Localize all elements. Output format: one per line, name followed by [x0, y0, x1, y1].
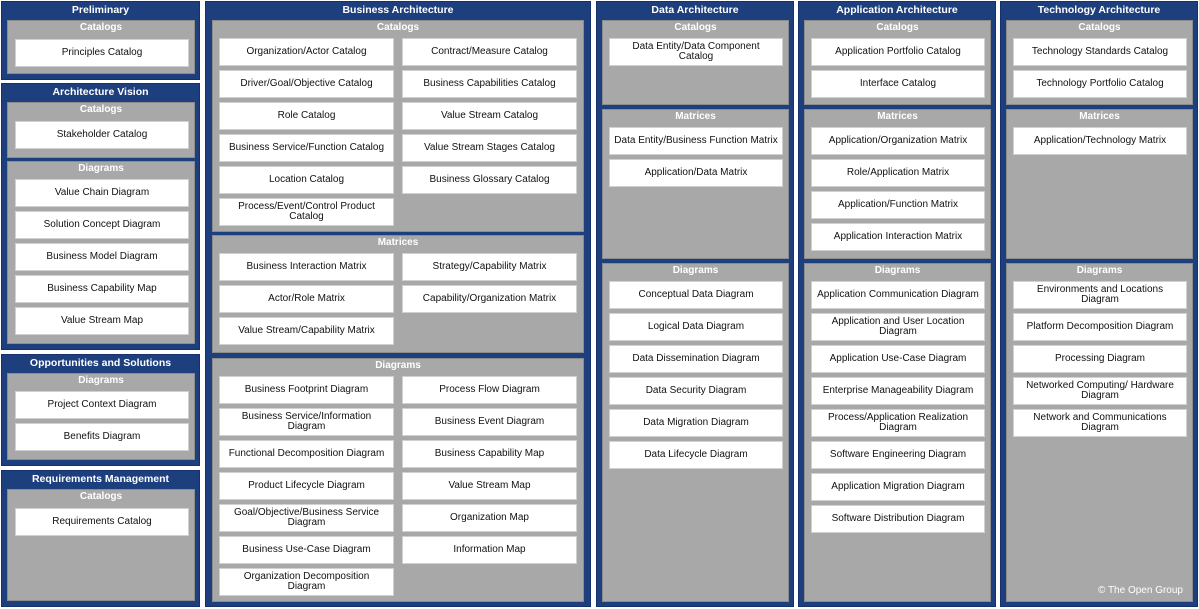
artifact-box: Application/Organization Matrix — [811, 127, 985, 155]
section-matrices — [212, 235, 584, 353]
section-catalogs — [7, 20, 195, 74]
artifact-box: Contract/Measure Catalog — [402, 38, 577, 66]
artifact-box: Functional Decomposition Diagram — [219, 440, 394, 468]
section-matrices — [1006, 109, 1193, 259]
artifact-box: Value Stream Stages Catalog — [402, 134, 577, 162]
phase-title: Opportunities and Solutions — [29, 357, 172, 369]
artifact-box: Stakeholder Catalog — [15, 121, 189, 149]
section-title: Diagrams — [375, 360, 421, 371]
artifact-box: Business Service/Function Catalog — [219, 134, 394, 162]
artifact-box: Organization Map — [402, 504, 577, 532]
artifact-box: Application Migration Diagram — [811, 473, 985, 501]
phase-requirements-management — [1, 470, 200, 607]
artifact-box: Business Event Diagram — [402, 408, 577, 436]
artifact-box: Goal/Objective/Business Service Diagram — [219, 504, 394, 532]
section-diagrams — [7, 161, 195, 344]
artifact-box: Application Use-Case Diagram — [811, 345, 985, 373]
artifact-box: Strategy/Capability Matrix — [402, 253, 577, 281]
section-diagrams — [804, 263, 991, 602]
phase-title: Architecture Vision — [52, 86, 149, 98]
artifact-box: Application/Data Matrix — [609, 159, 783, 187]
section-title: Diagrams — [1076, 265, 1123, 276]
artifact-box: Role Catalog — [219, 102, 394, 130]
artifact-box: Application and User Location Diagram — [811, 313, 985, 341]
section-catalogs — [602, 20, 789, 105]
artifact-box: Interface Catalog — [811, 70, 985, 98]
section-matrices — [602, 109, 789, 259]
section-title: Diagrams — [672, 265, 719, 276]
artifact-box: Processing Diagram — [1013, 345, 1187, 373]
artifact-box: Data Lifecycle Diagram — [609, 441, 783, 469]
section-title: Diagrams — [874, 265, 921, 276]
artifact-box: Data Entity/Business Function Matrix — [609, 127, 783, 155]
artifact-box: Technology Portfolio Catalog — [1013, 70, 1187, 98]
copyright-footer: © The Open Group — [1097, 585, 1183, 596]
artifact-box: Business Model Diagram — [15, 243, 189, 271]
section-diagrams — [212, 358, 584, 602]
artifact-box: Business Footprint Diagram — [219, 376, 394, 404]
artifact-box: Value Stream Catalog — [402, 102, 577, 130]
section-catalogs — [804, 20, 991, 105]
section-matrices — [804, 109, 991, 259]
section-title: Diagrams — [78, 375, 124, 386]
artifact-box: Conceptual Data Diagram — [609, 281, 783, 309]
section-title: Diagrams — [78, 163, 124, 174]
artifact-box: Value Stream/Capability Matrix — [219, 317, 394, 345]
phase-preliminary — [1, 1, 200, 80]
artifact-box: Business Capability Map — [15, 275, 189, 303]
artifact-box: Process/Event/Control Product Catalog — [219, 198, 394, 226]
artifact-box: Business Interaction Matrix — [219, 253, 394, 281]
artifact-box: Software Engineering Diagram — [811, 441, 985, 469]
artifact-box: Logical Data Diagram — [609, 313, 783, 341]
phase-application-architecture — [798, 1, 996, 607]
artifact-box: Project Context Diagram — [15, 391, 189, 419]
artifact-box: Business Use-Case Diagram — [219, 536, 394, 564]
phase-title: Application Architecture — [836, 4, 958, 16]
phase-title: Data Architecture — [651, 4, 739, 16]
artifact-box: Information Map — [402, 536, 577, 564]
artifact-box: Business Glossary Catalog — [402, 166, 577, 194]
section-catalogs — [7, 102, 195, 158]
artifact-box: Driver/Goal/Objective Catalog — [219, 70, 394, 98]
section-title: Catalogs — [876, 22, 919, 33]
artifact-box: Application Communication Diagram — [811, 281, 985, 309]
phase-data-architecture — [596, 1, 794, 607]
artifact-box: Principles Catalog — [15, 39, 189, 67]
artifact-box: Value Stream Map — [15, 307, 189, 335]
artifact-box: Value Chain Diagram — [15, 179, 189, 207]
artifact-box: Location Catalog — [219, 166, 394, 194]
artifact-box: Product Lifecycle Diagram — [219, 472, 394, 500]
artifact-box: Organization/Actor Catalog — [219, 38, 394, 66]
section-title: Catalogs — [79, 22, 123, 33]
artifact-box: Data Security Diagram — [609, 377, 783, 405]
section-title: Catalogs — [376, 22, 420, 33]
phase-title: Preliminary — [71, 4, 130, 16]
artifact-box: Application/Technology Matrix — [1013, 127, 1187, 155]
section-title: Catalogs — [79, 104, 123, 115]
artifact-box: Technology Standards Catalog — [1013, 38, 1187, 66]
phase-title: Business Architecture — [342, 4, 454, 16]
artifact-box: Organization Decomposition Diagram — [219, 568, 394, 596]
artifact-box: Benefits Diagram — [15, 423, 189, 451]
section-catalogs — [212, 20, 584, 232]
section-title: Catalogs — [674, 22, 717, 33]
section-diagrams — [602, 263, 789, 602]
section-title: Matrices — [377, 237, 419, 248]
phase-title: Requirements Management — [31, 473, 170, 485]
section-catalogs — [7, 489, 195, 601]
artifact-box: Process/Application Realization Diagram — [811, 409, 985, 437]
artifact-box: Business Service/Information Diagram — [219, 408, 394, 436]
artifact-box: Business Capabilities Catalog — [402, 70, 577, 98]
phase-title: Technology Architecture — [1037, 4, 1161, 16]
artifact-box: Solution Concept Diagram — [15, 211, 189, 239]
phase-business-architecture — [205, 1, 591, 607]
artifact-box: Actor/Role Matrix — [219, 285, 394, 313]
artifact-box: Process Flow Diagram — [402, 376, 577, 404]
artifact-box: Environments and Locations Diagram — [1013, 281, 1187, 309]
section-diagrams — [7, 373, 195, 460]
phase-opportunities-solutions — [1, 354, 200, 466]
artifact-box: Capability/Organization Matrix — [402, 285, 577, 313]
artifact-box: Network and Communications Diagram — [1013, 409, 1187, 437]
artifact-box: Application Interaction Matrix — [811, 223, 985, 251]
artifact-box: Business Capability Map — [402, 440, 577, 468]
artifact-box: Data Entity/Data Component Catalog — [609, 38, 783, 66]
section-title: Catalogs — [1078, 22, 1121, 33]
artifact-box: Data Dissemination Diagram — [609, 345, 783, 373]
artifact-box: Application/Function Matrix — [811, 191, 985, 219]
section-title: Matrices — [675, 111, 716, 122]
section-diagrams — [1006, 263, 1193, 602]
artifact-box: Application Portfolio Catalog — [811, 38, 985, 66]
artifact-box: Role/Application Matrix — [811, 159, 985, 187]
artifact-box: Data Migration Diagram — [609, 409, 783, 437]
artifact-box: Networked Computing/ Hardware Diagram — [1013, 377, 1187, 405]
section-title: Catalogs — [79, 491, 123, 502]
artifact-box: Enterprise Manageability Diagram — [811, 377, 985, 405]
phase-technology-architecture — [1000, 1, 1198, 607]
section-title: Matrices — [877, 111, 918, 122]
phase-architecture-vision — [1, 83, 200, 350]
artifact-box: Requirements Catalog — [15, 508, 189, 536]
section-title: Matrices — [1079, 111, 1120, 122]
artifact-box: Value Stream Map — [402, 472, 577, 500]
section-catalogs — [1006, 20, 1193, 105]
artifact-box: Software Distribution Diagram — [811, 505, 985, 533]
artifact-box: Platform Decomposition Diagram — [1013, 313, 1187, 341]
